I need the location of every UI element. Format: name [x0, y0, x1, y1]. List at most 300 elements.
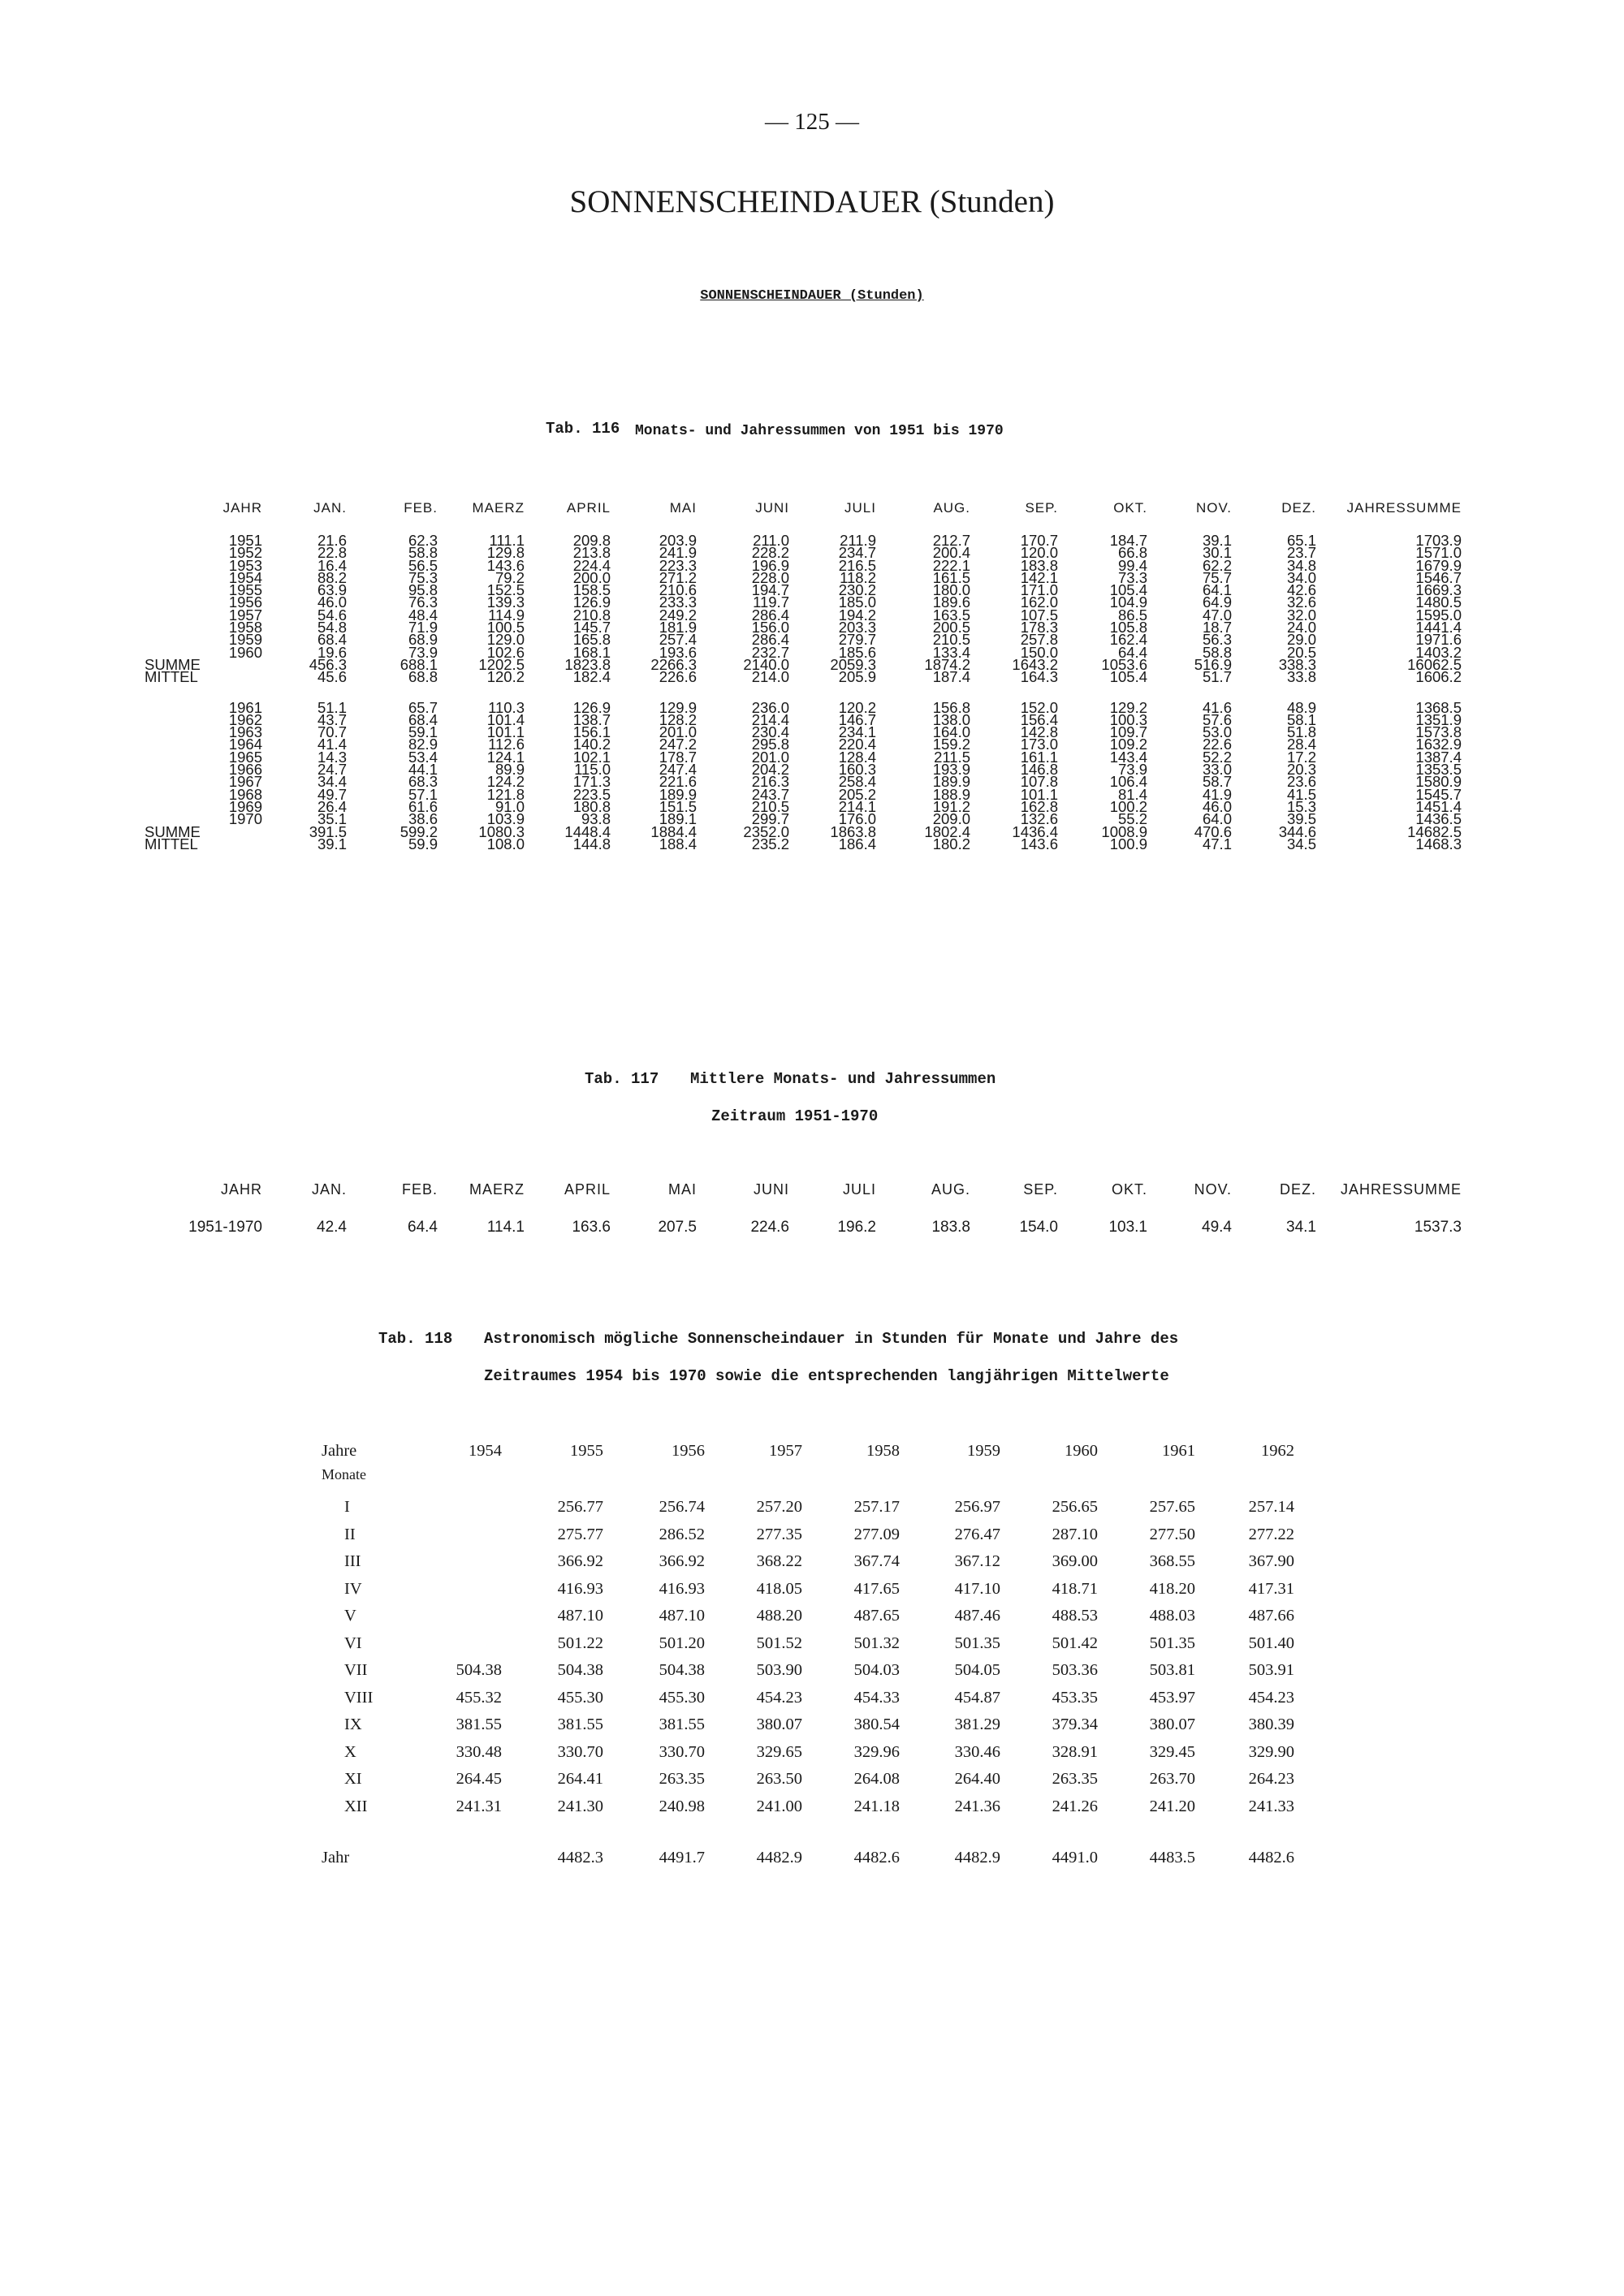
table-cell: 129.0	[486, 631, 525, 649]
table-118-gap	[322, 1820, 1294, 1845]
table-cell: 1573.8	[1415, 723, 1462, 741]
table-cell: 184.7	[1109, 532, 1147, 549]
table-row	[322, 1685, 1294, 1712]
table-cell: 257.65	[1149, 1498, 1195, 1517]
table-cell: 35.1	[317, 810, 347, 828]
table-cell: 76.3	[408, 593, 438, 611]
table-cell: 381.29	[954, 1716, 1000, 1734]
table-cell: 487.10	[557, 1607, 603, 1625]
col-header: JAHR	[220, 1181, 262, 1198]
table-cell: 223.5	[572, 785, 611, 803]
table-cell: 140.2	[572, 736, 611, 753]
table-cell: 180.0	[932, 581, 970, 599]
table-cell	[419, 1494, 502, 1521]
table-cell: 57.1	[408, 785, 438, 803]
table-cell: 196.9	[751, 556, 789, 574]
table-cell: 487.66	[1248, 1607, 1294, 1625]
table-cell: 146.7	[838, 710, 876, 728]
table-cell: 1595.0	[1415, 606, 1462, 624]
table-cell: 168.1	[572, 643, 611, 661]
table-cell: 241.00	[756, 1797, 802, 1815]
col-header: JAHRESSUMME	[1346, 500, 1462, 516]
table-cell: 21.6	[317, 532, 347, 549]
table-cell: 102.1	[572, 748, 611, 766]
table-cell: 418.05	[756, 1579, 802, 1598]
table-cell: 1669.3	[1415, 581, 1462, 599]
table-cell: 201.0	[751, 748, 789, 766]
tab118-caption-text: Astronomisch mögliche Sonnenscheindauer in Stunden für Monate und Jahre des	[484, 1330, 1179, 1348]
table-cell: 256.65	[1052, 1498, 1098, 1517]
table-cell: 185.6	[838, 643, 876, 661]
table-cell: 164.0	[932, 723, 970, 741]
table-cell: 1606.2	[1415, 668, 1462, 686]
table-cell: 329.90	[1248, 1742, 1294, 1761]
table-cell: 287.10	[1052, 1525, 1098, 1543]
row-label: 1955	[228, 581, 262, 599]
table-cell: 1451.4	[1415, 797, 1462, 815]
table-cell: 516.9	[1194, 655, 1232, 673]
table-cell: 64.1	[1202, 581, 1232, 599]
col-header: DEZ.	[1279, 1181, 1316, 1198]
table-cell: 100.9	[1109, 835, 1147, 852]
table-cell: 16062.5	[1407, 655, 1462, 673]
table-cell: 2059.3	[830, 655, 876, 673]
table-cell: 99.4	[1117, 556, 1147, 574]
table-cell: 59.1	[408, 723, 438, 741]
table-cell: 487.46	[954, 1607, 1000, 1625]
table-row	[322, 1711, 1294, 1739]
table-cell: 39.5	[1286, 810, 1316, 828]
table-cell: 109.2	[1109, 736, 1147, 753]
table-cell: 139.3	[486, 593, 525, 611]
table-cell: 501.35	[954, 1634, 1000, 1652]
table-cell: 241.36	[954, 1797, 1000, 1815]
table-cell: 22.8	[317, 544, 347, 562]
page-subtitle	[0, 288, 1624, 304]
table-cell: 1863.8	[830, 822, 876, 840]
table-cell: 501.42	[1052, 1634, 1098, 1652]
table-cell: 75.7	[1202, 568, 1232, 586]
table-cell: 189.6	[932, 593, 970, 611]
tab117-caption-text: Mittlere Monats- und Jahressummen	[690, 1070, 996, 1088]
table-cell: 48.4	[408, 606, 438, 624]
table-cell: 33.8	[1286, 668, 1316, 686]
table-cell: 1703.9	[1415, 532, 1462, 549]
row-label: II	[344, 1525, 356, 1543]
table-cell: 79.2	[495, 568, 525, 586]
table-cell: 23.7	[1286, 544, 1316, 562]
table-cell: 328.91	[1052, 1742, 1098, 1761]
table-cell: 264.08	[853, 1770, 900, 1789]
table-cell: 178.3	[1020, 619, 1058, 637]
page-subtitle-text: SONNENSCHEINDAUER (Stunden)	[700, 288, 924, 304]
table-cell: 1202.5	[478, 655, 525, 673]
table-cell: 329.65	[756, 1742, 802, 1761]
table-cell: 118.2	[840, 568, 876, 586]
row-label: I	[344, 1498, 350, 1517]
table-cell: 416.93	[659, 1579, 705, 1598]
table-cell: 176.0	[838, 810, 876, 828]
table-cell: 47.1	[1202, 835, 1232, 852]
table-cell: 263.50	[756, 1770, 802, 1789]
table-cell: 49.7	[317, 785, 347, 803]
col-header: JULI	[842, 1181, 876, 1198]
table-117-header	[145, 1181, 1462, 1219]
col-header: APRIL	[564, 1181, 611, 1198]
table-cell: 156.8	[932, 698, 970, 716]
table-cell: 164.3	[1020, 668, 1058, 686]
table-cell: 470.6	[1194, 822, 1232, 840]
row-label: III	[344, 1552, 361, 1571]
table-cell: 1080.3	[478, 822, 525, 840]
table-cell: 330.46	[954, 1742, 1000, 1761]
table-cell: 277.35	[756, 1525, 802, 1543]
table-cell: 210.6	[659, 581, 697, 599]
table-cell: 106.4	[1109, 773, 1147, 791]
table-cell: 101.1	[1020, 785, 1058, 803]
table-116-header	[145, 502, 1462, 534]
table-cell: 49.4	[1202, 1219, 1232, 1236]
table-cell: 124.1	[486, 748, 525, 766]
table-cell: 161.5	[932, 568, 970, 586]
table-cell: 212.7	[932, 532, 970, 549]
table-cell: 142.1	[1020, 568, 1058, 586]
table-cell: 193.6	[659, 643, 697, 661]
table-cell: 487.65	[853, 1607, 900, 1625]
table-cell: 504.38	[456, 1661, 502, 1680]
table-cell: 120.2	[838, 698, 876, 716]
table-cell: 108.0	[486, 835, 525, 852]
table-cell: 54.8	[317, 619, 347, 637]
table-cell: 156.1	[572, 723, 611, 741]
table-cell: 200.0	[572, 568, 611, 586]
col-header: AUG.	[933, 500, 970, 516]
table-cell: 189.9	[932, 773, 970, 791]
table-cell: 63.9	[317, 581, 347, 599]
table-cell: 89.9	[495, 761, 525, 779]
row-label: 1964	[228, 736, 262, 753]
table-cell: 34.8	[1286, 556, 1316, 574]
table-cell: 221.6	[659, 773, 697, 791]
table-cell: 203.9	[659, 532, 697, 549]
table-cell: 158.5	[572, 581, 611, 599]
table-cell: 88.2	[317, 568, 347, 586]
table-cell: 73.9	[1117, 761, 1147, 779]
table-cell: 18.7	[1202, 619, 1232, 637]
table-cell: 4482.3	[557, 1849, 603, 1867]
table-cell: 501.22	[557, 1634, 603, 1652]
table-cell: 234.1	[838, 723, 876, 741]
table-116-block-2	[145, 698, 1462, 852]
table-cell: 112.6	[488, 736, 525, 753]
table-cell: 330.70	[557, 1742, 603, 1761]
table-cell: 503.81	[1149, 1661, 1195, 1680]
table-cell: 46.0	[317, 593, 347, 611]
table-cell: 241.9	[659, 544, 697, 562]
table-cell: 20.5	[1286, 643, 1316, 661]
table-cell: 171.3	[572, 773, 611, 791]
table-cell: 129.8	[486, 544, 525, 562]
table-cell: 126.9	[572, 593, 611, 611]
table-cell: 105.8	[1109, 619, 1147, 637]
table-cell: 240.98	[659, 1797, 705, 1815]
table-cell: 205.2	[838, 785, 876, 803]
table-cell: 487.10	[659, 1607, 705, 1625]
table-cell: 14682.5	[1407, 822, 1462, 840]
table-cell: 146.8	[1020, 761, 1058, 779]
table-cell: 488.53	[1052, 1607, 1098, 1625]
table-cell: 1823.8	[564, 655, 611, 673]
table-cell: 1480.5	[1415, 593, 1462, 611]
table-cell: 48.9	[1286, 698, 1316, 716]
table-cell: 454.23	[756, 1688, 802, 1707]
table-cell: 45.6	[317, 668, 347, 686]
table-cell: 129.9	[659, 698, 697, 716]
table-cell: 454.87	[954, 1688, 1000, 1707]
table-cell: 241.31	[456, 1797, 502, 1815]
row-label: 1965	[228, 748, 262, 766]
tab116-caption-number: Tab. 116	[546, 420, 620, 438]
table-116	[145, 502, 1462, 850]
table-cell: 504.05	[954, 1661, 1000, 1680]
table-cell: 2140.0	[743, 655, 789, 673]
col-header: MAI	[669, 500, 697, 516]
table-cell: 211.0	[753, 532, 789, 549]
table-cell: 91.0	[495, 797, 525, 815]
table-cell: 109.7	[1109, 723, 1147, 741]
table-cell: 380.07	[1149, 1716, 1195, 1734]
col-header: 1955	[570, 1442, 603, 1460]
table-cell: 488.03	[1149, 1607, 1195, 1625]
table-cell	[419, 1603, 502, 1630]
table-cell: 68.3	[408, 773, 438, 791]
table-cell: 232.7	[751, 643, 789, 661]
table-row	[322, 1603, 1294, 1630]
table-cell: 58.8	[408, 544, 438, 562]
table-cell: 65.1	[1286, 532, 1316, 549]
table-cell: 417.31	[1248, 1579, 1294, 1598]
table-cell: 132.6	[1020, 810, 1058, 828]
table-cell: 263.70	[1149, 1770, 1195, 1789]
table-cell: 16.4	[317, 556, 347, 574]
table-cell: 42.6	[1286, 581, 1316, 599]
tab117-caption-period: Zeitraum 1951-1970	[711, 1107, 879, 1125]
table-cell: 503.91	[1248, 1661, 1294, 1680]
table-cell: 241.18	[853, 1797, 900, 1815]
table-cell: 247.4	[659, 761, 697, 779]
table-cell: 455.30	[557, 1688, 603, 1707]
table-cell: 200.4	[932, 544, 970, 562]
table-cell: 241.30	[557, 1797, 603, 1815]
col-header: 1960	[1065, 1442, 1098, 1460]
table-cell: 344.6	[1278, 822, 1316, 840]
table-cell: 66.8	[1117, 544, 1147, 562]
table-118-month-header	[322, 1466, 1294, 1494]
col-header: SEP.	[1025, 500, 1058, 516]
table-cell: 101.4	[486, 710, 525, 728]
table-row	[322, 1548, 1294, 1576]
table-cell: 17.2	[1286, 748, 1316, 766]
table-cell: 144.8	[572, 835, 611, 852]
table-cell: 51.7	[1202, 668, 1232, 686]
table-cell: 276.47	[954, 1525, 1000, 1543]
col-header: 1962	[1261, 1442, 1294, 1460]
table-cell: 504.03	[853, 1661, 900, 1680]
table-cell: 30.1	[1202, 544, 1232, 562]
row-label: 1957	[228, 606, 262, 624]
row-label: XI	[344, 1770, 362, 1789]
table-cell: 56.3	[1202, 631, 1232, 649]
table-cell: 180.2	[932, 835, 970, 852]
table-cell: 263.35	[659, 1770, 705, 1789]
table-cell: 366.92	[659, 1552, 705, 1571]
table-cell: 51.8	[1286, 723, 1316, 741]
table-cell: 64.9	[1202, 593, 1232, 611]
table-cell: 183.8	[1020, 556, 1058, 574]
table-cell: 61.6	[408, 797, 438, 815]
table-cell: 257.14	[1248, 1498, 1294, 1517]
table-116-block-1	[145, 534, 1462, 684]
table-cell: 418.71	[1052, 1579, 1098, 1598]
table-cell: 162.0	[1020, 593, 1058, 611]
table-118-total	[322, 1845, 1294, 1872]
table-cell: 4483.5	[1149, 1849, 1195, 1867]
table-cell: 241.33	[1248, 1797, 1294, 1815]
table-cell: 34.0	[1286, 568, 1316, 586]
table-cell: 1537.3	[1414, 1219, 1462, 1236]
summary-row	[145, 838, 1462, 850]
table-cell: 501.32	[853, 1634, 900, 1652]
table-row	[322, 1521, 1294, 1549]
table-118	[322, 1442, 1294, 1872]
table-cell: 196.2	[837, 1219, 876, 1236]
table-cell: 119.7	[753, 593, 789, 611]
col-header: 1961	[1162, 1442, 1195, 1460]
table-cell: 56.5	[408, 556, 438, 574]
table-cell: 126.9	[572, 698, 611, 716]
col-header: MAI	[667, 1181, 697, 1198]
table-cell: 14.3	[317, 748, 347, 766]
table-row	[322, 1657, 1294, 1685]
table-cell: 228.0	[751, 568, 789, 586]
table-cell: 381.55	[557, 1716, 603, 1734]
table-cell: 171.0	[1020, 581, 1058, 599]
table-cell: 128.2	[659, 710, 697, 728]
table-cell: 453.35	[1052, 1688, 1098, 1707]
table-cell: 129.2	[1109, 698, 1147, 716]
table-cell: 256.77	[557, 1498, 603, 1517]
table-cell: 1351.9	[1415, 710, 1462, 728]
table-cell: 210.8	[572, 606, 611, 624]
table-cell: 120.0	[1020, 544, 1058, 562]
table-cell: 454.23	[1248, 1688, 1294, 1707]
table-cell: 1545.7	[1415, 785, 1462, 803]
table-cell: 210.5	[751, 797, 789, 815]
tab118-caption-line2: Zeitraumes 1954 bis 1970 sowie die entsprechenden langjährigen Mittelwerte	[484, 1367, 1169, 1385]
table-cell: 68.9	[408, 631, 438, 649]
table-cell: 65.7	[408, 698, 438, 716]
row-label: 1970	[228, 810, 262, 828]
table-118-body	[322, 1494, 1294, 1820]
table-cell: 133.4	[932, 643, 970, 661]
table-cell: 81.4	[1117, 785, 1147, 803]
table-cell: 39.1	[317, 835, 347, 852]
col-header: 1958	[866, 1442, 900, 1460]
table-cell: 19.6	[317, 643, 347, 661]
table-cell: 2266.3	[650, 655, 697, 673]
row-label: X	[344, 1742, 356, 1761]
table-cell: 156.4	[1020, 710, 1058, 728]
table-row	[322, 1793, 1294, 1821]
table-cell: 1436.5	[1415, 810, 1462, 828]
table-row	[322, 1630, 1294, 1658]
table-cell: 152.0	[1020, 698, 1058, 716]
row-label: VII	[344, 1661, 368, 1680]
col-header: 1959	[967, 1442, 1000, 1460]
table-cell: 381.55	[456, 1716, 502, 1734]
table-cell: 214.1	[838, 797, 876, 815]
table-cell: 186.4	[838, 835, 876, 852]
table-cell: 34.5	[1286, 835, 1316, 852]
table-cell: 107.5	[1020, 606, 1058, 624]
table-cell: 236.0	[751, 698, 789, 716]
table-cell: 143.6	[1020, 835, 1058, 852]
table-cell: 295.8	[751, 736, 789, 753]
row-label: 1958	[228, 619, 262, 637]
table-cell: 271.2	[659, 568, 697, 586]
col-header: OKT.	[1111, 1181, 1147, 1198]
row-label: 1967	[228, 773, 262, 791]
table-cell: 145.7	[572, 619, 611, 637]
table-cell: 201.0	[659, 723, 697, 741]
table-cell: 100.3	[1109, 710, 1147, 728]
col-header: JAHRESSUMME	[1340, 1181, 1462, 1198]
table-cell: 216.3	[751, 773, 789, 791]
table-row	[322, 1494, 1294, 1521]
table-cell: 104.9	[1109, 593, 1147, 611]
table-cell: 4482.6	[853, 1849, 900, 1867]
table-cell: 142.8	[1020, 723, 1058, 741]
table-row	[322, 1576, 1294, 1603]
table-cell: 73.9	[408, 643, 438, 661]
col-header: 1954	[469, 1442, 502, 1460]
table-cell: 103.1	[1108, 1219, 1147, 1236]
table-cell: 380.54	[853, 1716, 900, 1734]
table-cell: 58.8	[1202, 643, 1232, 661]
col-header: AUG.	[931, 1181, 970, 1198]
table-cell: 209.0	[932, 810, 970, 828]
table-cell: 53.4	[408, 748, 438, 766]
page-number: — 125 —	[765, 109, 859, 135]
table-cell: 241.26	[1052, 1797, 1098, 1815]
row-label: 1953	[228, 556, 262, 574]
table-cell: 264.23	[1248, 1770, 1294, 1789]
table-cell: 329.96	[853, 1742, 900, 1761]
row-label: 1963	[228, 723, 262, 741]
table-cell: 115.0	[574, 761, 611, 779]
table-cell: 191.2	[932, 797, 970, 815]
table-cell: 1571.0	[1415, 544, 1462, 562]
table-cell: 103.9	[486, 810, 525, 828]
table-cell: 230.4	[751, 723, 789, 741]
table-cell: 194.2	[838, 606, 876, 624]
table-cell: 68.8	[408, 668, 438, 686]
col-header: JUNI	[755, 500, 789, 516]
row-label: XII	[344, 1797, 368, 1815]
table-cell: 182.4	[572, 668, 611, 686]
total-row	[322, 1845, 1294, 1872]
table-cell: 1387.4	[1415, 748, 1462, 766]
